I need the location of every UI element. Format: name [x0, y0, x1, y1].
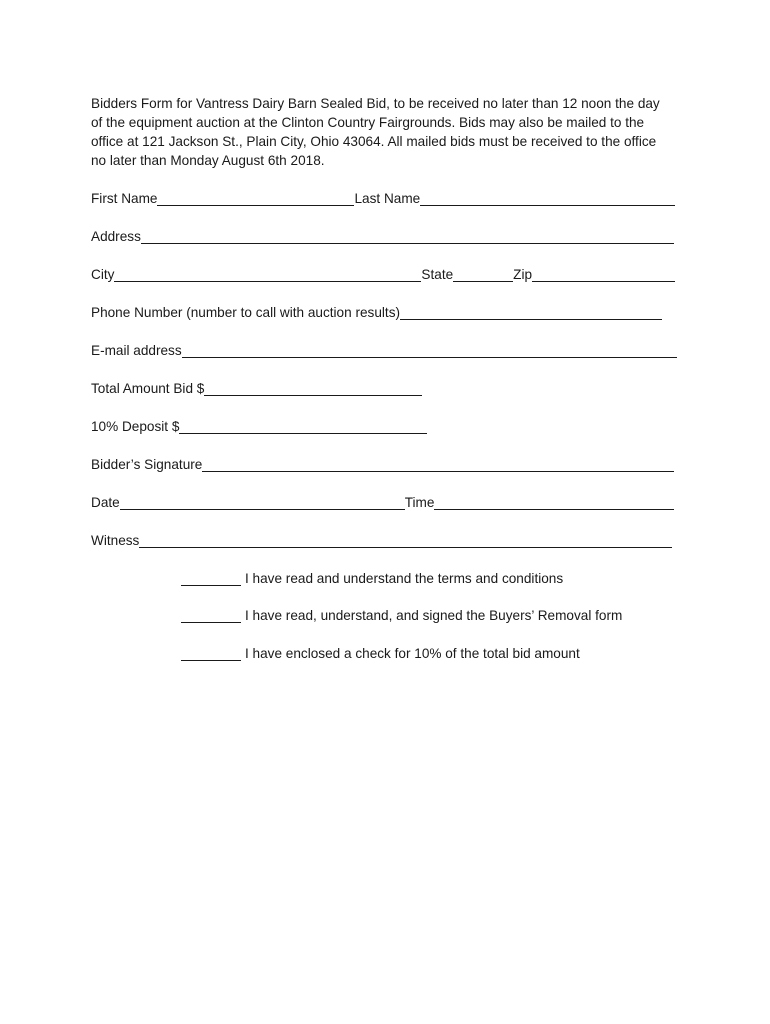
- last-name-field[interactable]: [420, 190, 675, 206]
- signature-row: [91, 454, 674, 474]
- first-name-label: First Name: [91, 191, 158, 206]
- phone-label: Phone Number (number to call with auction results): [91, 305, 401, 320]
- last-name-label: Last Name: [354, 191, 421, 206]
- witness-row: [91, 530, 672, 550]
- date-label: Date: [91, 495, 120, 510]
- time-label: Time: [404, 495, 435, 510]
- total-bid-field[interactable]: [204, 380, 422, 396]
- time-field[interactable]: [434, 494, 674, 510]
- checklist-item: [181, 643, 580, 663]
- total-bid-label: Total Amount Bid $: [91, 381, 205, 396]
- address-label: Address: [91, 229, 141, 244]
- deposit-field[interactable]: [179, 418, 427, 434]
- email-field[interactable]: [182, 342, 677, 358]
- state-label: State: [421, 267, 454, 282]
- date-field[interactable]: [120, 494, 405, 510]
- intro-line: office at 121 Jackson St., Plain City, Ohio 43064. All mailed bids must be received to the office: [91, 134, 657, 149]
- witness-label: Witness: [91, 533, 140, 548]
- email-row: [91, 340, 677, 360]
- checklist-item-label: I have enclosed a check for 10% of the total bid amount: [245, 646, 580, 661]
- deposit-row: [91, 416, 427, 436]
- total-bid-row: [91, 378, 422, 398]
- city-label: City: [91, 267, 115, 282]
- zip-field[interactable]: [532, 266, 675, 282]
- deposit-label: 10% Deposit $: [91, 419, 180, 434]
- checklist-item: [181, 568, 563, 588]
- initial-field[interactable]: [181, 645, 241, 661]
- name-row: [91, 188, 675, 208]
- signature-field[interactable]: [202, 456, 674, 472]
- date-time-row: [91, 492, 674, 512]
- initial-field[interactable]: [181, 570, 241, 586]
- intro-line: of the equipment auction at the Clinton Country Fairgrounds. Bids may also be mailed to the: [91, 115, 645, 130]
- checklist-item: [181, 605, 622, 625]
- email-label: E-mail address: [91, 343, 182, 358]
- phone-row: [91, 302, 662, 322]
- city-field[interactable]: [114, 266, 421, 282]
- city-state-zip-row: [91, 264, 675, 284]
- phone-field[interactable]: [400, 304, 662, 320]
- intro-line: no later than Monday August 6th 2018.: [91, 153, 325, 168]
- witness-field[interactable]: [139, 532, 672, 548]
- intro-line: Bidders Form for Vantress Dairy Barn Sealed Bid, to be received no later than 12 noon the day: [91, 96, 660, 111]
- checklist-item-label: I have read, understand, and signed the Buyers’ Removal form: [245, 608, 623, 623]
- intro-paragraph: [91, 94, 681, 170]
- state-field[interactable]: [453, 266, 513, 282]
- zip-label: Zip: [513, 267, 533, 282]
- address-row: [91, 226, 674, 246]
- address-field[interactable]: [141, 228, 674, 244]
- checklist-item-label: I have read and understand the terms and conditions: [245, 571, 564, 586]
- first-name-field[interactable]: [157, 190, 354, 206]
- initial-field[interactable]: [181, 607, 241, 623]
- signature-label: Bidder’s Signature: [91, 457, 203, 472]
